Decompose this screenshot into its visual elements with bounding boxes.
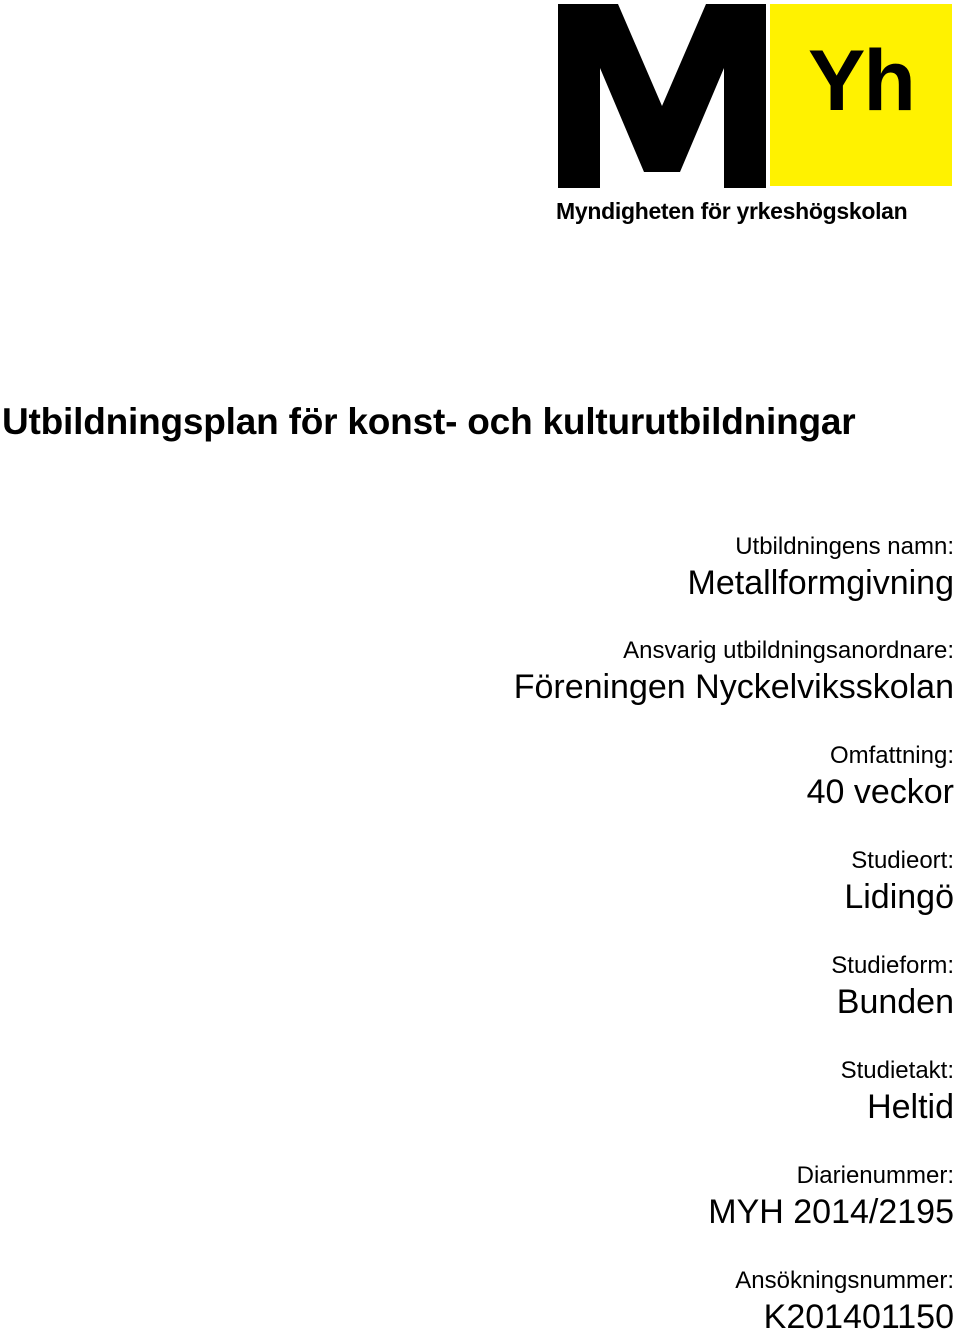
field-value: Föreningen Nyckelviksskolan [513,668,954,706]
field-value: MYH 2014/2195 [708,1193,954,1231]
field-registration-number [708,1161,954,1233]
field-label: Omfattning: [829,742,954,769]
logo-yh-badge [770,4,952,186]
field-label: Studietakt: [840,1057,954,1084]
logo-yh-text: Yh [808,33,914,129]
logo-caption: Myndigheten för yrkeshögskolan [556,198,908,224]
field-label: Utbildningens namn: [735,533,954,560]
field-study-pace [841,1056,954,1128]
field-label: Studieform: [831,952,954,979]
field-scope [807,741,954,813]
logo-m-letter [556,2,768,190]
field-label: Diarienummer: [796,1162,954,1189]
field-study-location [844,846,954,918]
field-study-form [831,951,954,1023]
myh-logo [556,2,956,228]
field-responsible-provider [514,636,954,708]
field-value: Metallformgivning [687,564,954,602]
field-label: Studieort: [851,847,954,874]
field-value: K201401150 [763,1298,954,1336]
field-value: Bunden [836,983,954,1021]
field-value: Lidingö [844,878,954,916]
field-value: 40 veckor [806,773,954,811]
field-value: Heltid [867,1088,954,1126]
field-education-name [688,532,954,604]
document-title: Utbildningsplan för konst- och kulturutbildningar [2,401,856,442]
field-application-number [735,1266,954,1338]
field-label: Ansvarig utbildningsanordnare: [623,637,954,664]
field-label: Ansökningsnummer: [735,1267,954,1294]
